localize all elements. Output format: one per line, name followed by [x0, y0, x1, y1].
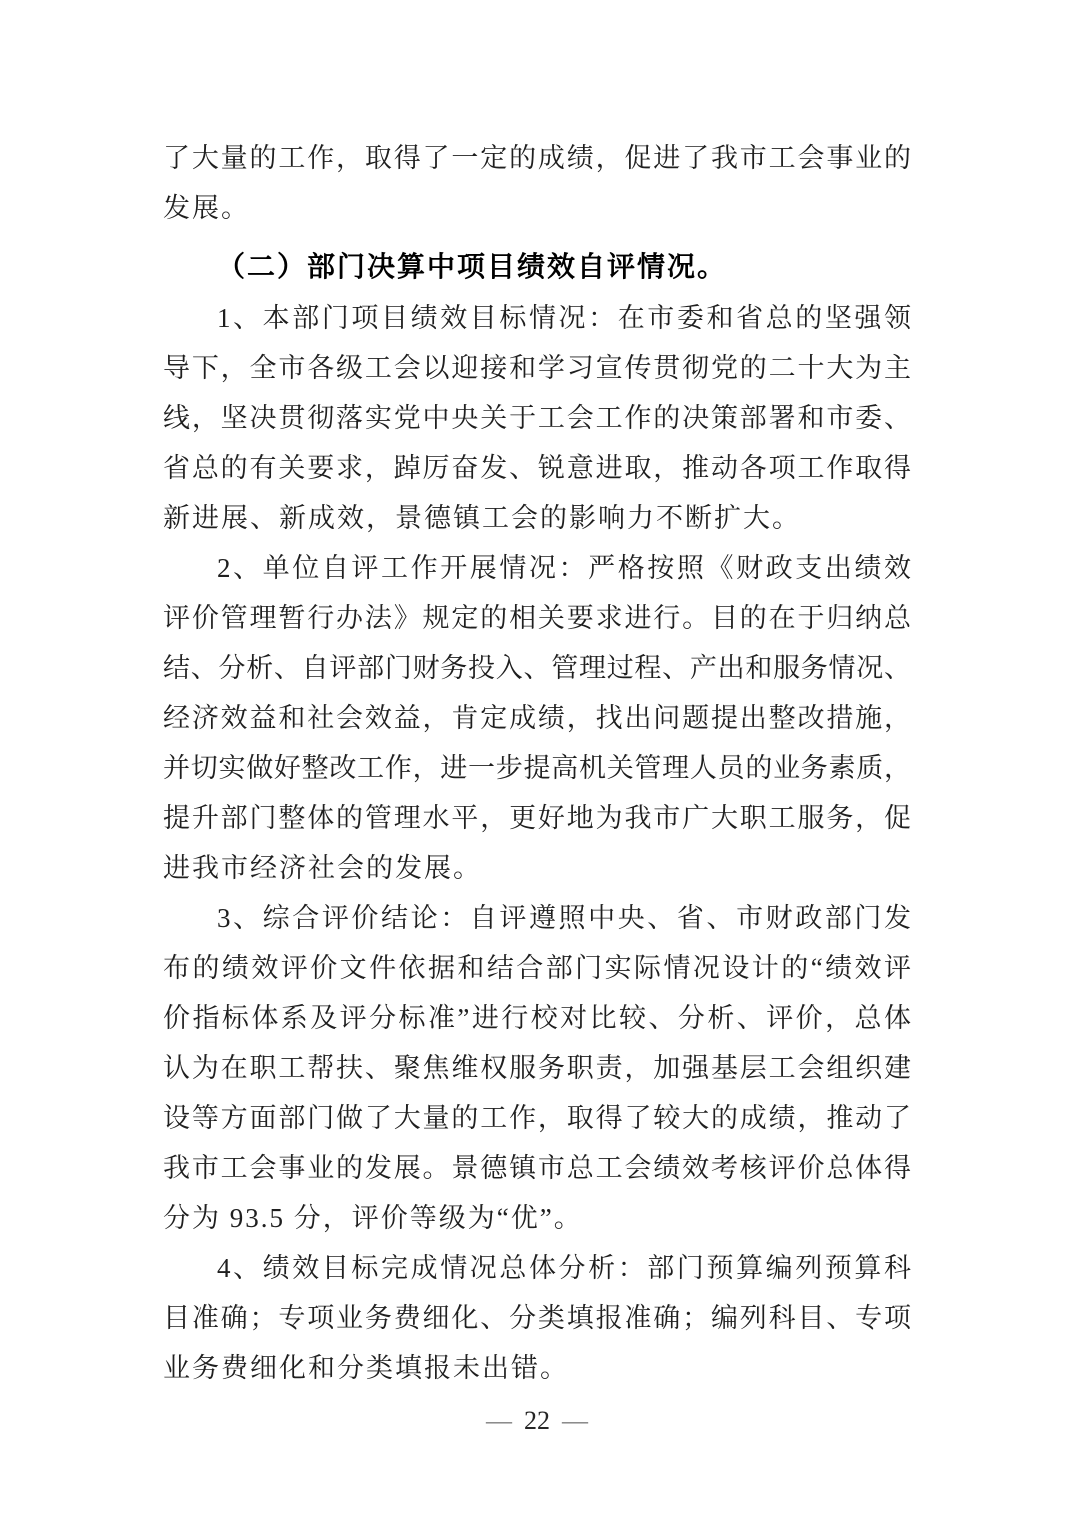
- text-line: 认为在职工帮扶、聚焦维权服务职责，加强基层工会组织建: [163, 1053, 911, 1083]
- text-line: 4、绩效目标完成情况总体分析：部门预算编列预算科: [217, 1253, 911, 1283]
- footer-dash-left: —: [486, 1406, 512, 1435]
- text-line: 导下，全市各级工会以迎接和学习宣传贯彻党的二十大为主: [163, 353, 911, 383]
- section-heading: （二）部门决算中项目绩效自评情况。: [217, 252, 728, 283]
- text-line: 3、综合评价结论：自评遵照中央、省、市财政部门发: [217, 903, 911, 933]
- text-line: 经济效益和社会效益，肯定成绩，找出问题提出整改措施，: [163, 703, 911, 733]
- text-line: 目准确；专项业务费细化、分类填报准确；编列科目、专项: [163, 1303, 911, 1333]
- text-line: 进我市经济社会的发展。: [163, 853, 482, 883]
- text-line: 发展。: [163, 193, 250, 223]
- text-line: 新进展、新成效，景德镇工会的影响力不断扩大。: [163, 503, 801, 533]
- page-footer: [0, 1404, 1074, 1438]
- text-line: 我市工会事业的发展。景德镇市总工会绩效考核评价总体得: [163, 1153, 911, 1183]
- text-column: [163, 133, 911, 1393]
- text-line: 省总的有关要求，踔厉奋发、锐意进取，推动各项工作取得: [163, 453, 911, 483]
- text-line: 2、单位自评工作开展情况：严格按照《财政支出绩效: [217, 553, 911, 583]
- text-line: 价指标体系及评分标准”进行校对比较、分析、评价，总体: [163, 1003, 911, 1033]
- text-line: 布的绩效评价文件依据和结合部门实际情况设计的“绩效评: [163, 953, 911, 983]
- text-line: 分为 93.5 分，评价等级为“优”。: [163, 1203, 583, 1233]
- text-line: 设等方面部门做了大量的工作，取得了较大的成绩，推动了: [163, 1103, 911, 1133]
- footer-dash-right: —: [562, 1406, 588, 1435]
- page-number: 22: [524, 1406, 550, 1435]
- text-line: 了大量的工作，取得了一定的成绩，促进了我市工会事业的: [163, 143, 911, 173]
- text-line: 提升部门整体的管理水平，更好地为我市广大职工服务，促: [163, 803, 911, 833]
- text-line: 并切实做好整改工作，进一步提高机关管理人员的业务素质，: [163, 753, 911, 783]
- text-line: 结、分析、自评部门财务投入、管理过程、产出和服务情况、: [163, 653, 911, 683]
- text-line: 评价管理暂行办法》规定的相关要求进行。目的在于归纳总: [163, 603, 911, 633]
- text-line: 1、本部门项目绩效目标情况：在市委和省总的坚强领: [217, 303, 911, 333]
- text-line: 线，坚决贯彻落实党中央关于工会工作的决策部署和市委、: [163, 403, 911, 433]
- text-line: 业务费细化和分类填报未出错。: [163, 1353, 569, 1383]
